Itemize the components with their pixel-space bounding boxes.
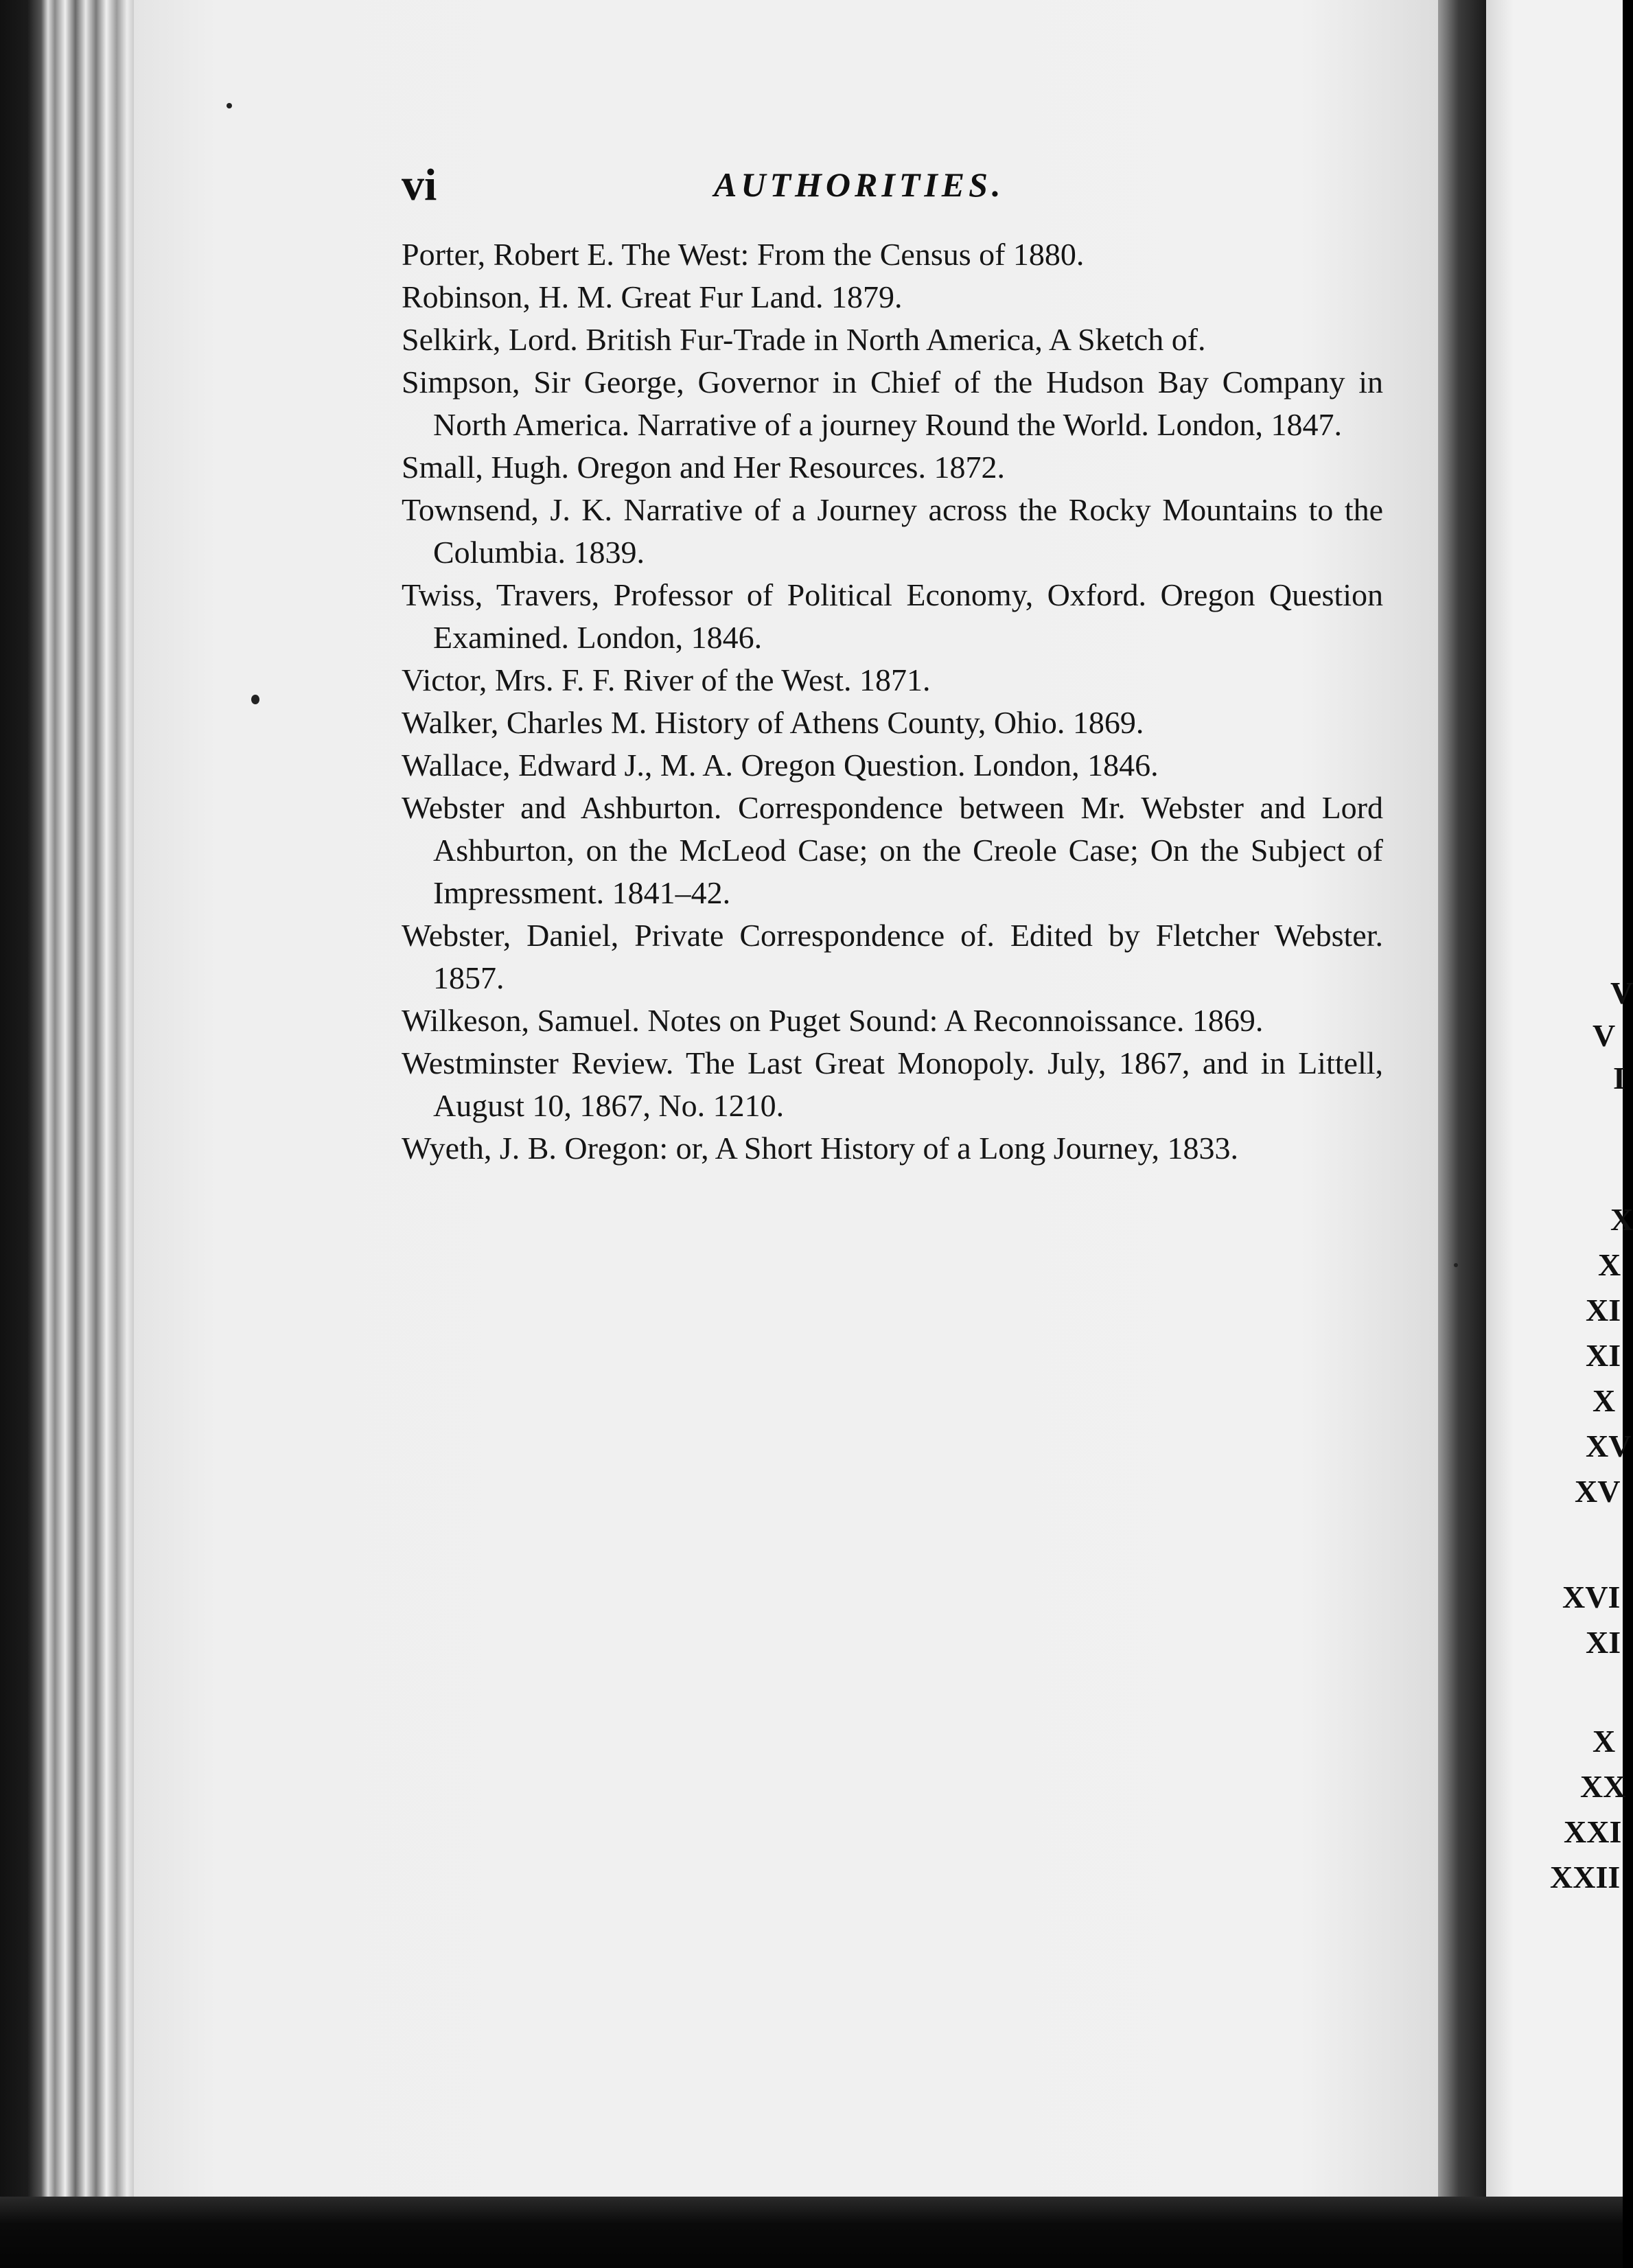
bibliography-entry: Townsend, J. K. Narrative of a Journey across the Rocky Mountains to the Columbia. 1839. <box>402 492 1383 570</box>
facing-page-fragment: X <box>1610 1202 1633 1237</box>
facing-page-fragment: XI <box>1586 1293 1621 1328</box>
bibliography-entry: Small, Hugh. Oregon and Her Resources. 1872. <box>402 450 1005 485</box>
scan-speck <box>227 103 232 108</box>
bibliography-list <box>402 233 1383 1170</box>
bibliography-entry: Walker, Charles M. History of Athens County, Ohio. 1869. <box>402 705 1144 740</box>
facing-page-fragment: XX <box>1580 1769 1626 1804</box>
page-number: vi <box>402 160 437 210</box>
facing-page-fragment: X <box>1598 1247 1621 1282</box>
facing-page-fragment: V <box>1593 1018 1616 1053</box>
bibliography-entry: Porter, Robert E. The West: From the Census of 1880. <box>402 237 1085 272</box>
bibliography-entry: Webster and Ashburton. Correspondence between Mr. Webster and Lord Ashburton, on the McLeod Case; on the Creole Case; On the Subject of Impressment. 1841–42. <box>402 790 1383 910</box>
bibliography-entry: Selkirk, Lord. British Fur-Trade in North America, A Sketch of. <box>402 322 1206 357</box>
bibliography-entry: Simpson, Sir George, Governor in Chief of the Hudson Bay Company in North America. Narrative of a journey Round the World. London, 1847. <box>402 364 1383 442</box>
bibliography-entry: Webster, Daniel, Private Correspondence of. Edited by Fletcher Webster. 1857. <box>402 918 1383 995</box>
facing-page-fragment: XV <box>1586 1428 1632 1463</box>
facing-page-fragment: XV <box>1575 1474 1621 1509</box>
bibliography-entry: Westminster Review. The Last Great Monopoly. July, 1867, and in Littell, August 10, 1867, No. 1210. <box>402 1045 1383 1123</box>
scan-bottom-edge <box>0 2197 1623 2268</box>
scan-speck <box>1454 1263 1458 1267</box>
bibliography-entry: Twiss, Travers, Professor of Political Economy, Oxford. Oregon Question Examined. London, 1846. <box>402 577 1383 655</box>
scan-speck <box>251 695 259 704</box>
page-title: AUTHORITIES. <box>714 165 1005 204</box>
book-binding-edges <box>0 0 148 2210</box>
running-head <box>402 159 1383 214</box>
facing-page-fragment: I <box>1613 1061 1625 1096</box>
bibliography-entry: Wallace, Edward J., M. A. Oregon Question. London, 1846. <box>402 748 1159 783</box>
facing-page-fragment: V <box>1610 975 1633 1010</box>
facing-page-fragment: XXII <box>1550 1860 1621 1895</box>
bibliography-entry: Wyeth, J. B. Oregon: or, A Short History of a Long Journey, 1833. <box>402 1131 1238 1166</box>
page-gutter-shadow <box>1438 0 1486 2210</box>
facing-page-fragment: XVI <box>1562 1579 1621 1615</box>
bibliography-entry: Wilkeson, Samuel. Notes on Puget Sound: A Reconnoissance. 1869. <box>402 1003 1264 1038</box>
facing-page-fragment: X <box>1593 1383 1616 1418</box>
facing-page-fragment: X <box>1593 1724 1616 1759</box>
facing-page-fragment: XXI <box>1564 1814 1622 1849</box>
facing-page-fragment: XI <box>1586 1338 1621 1373</box>
bibliography-entry: Victor, Mrs. F. F. River of the West. 1871. <box>402 662 931 697</box>
bibliography-entry: Robinson, H. M. Great Fur Land. 1879. <box>402 279 903 314</box>
facing-page-fragment: XI <box>1586 1625 1621 1660</box>
